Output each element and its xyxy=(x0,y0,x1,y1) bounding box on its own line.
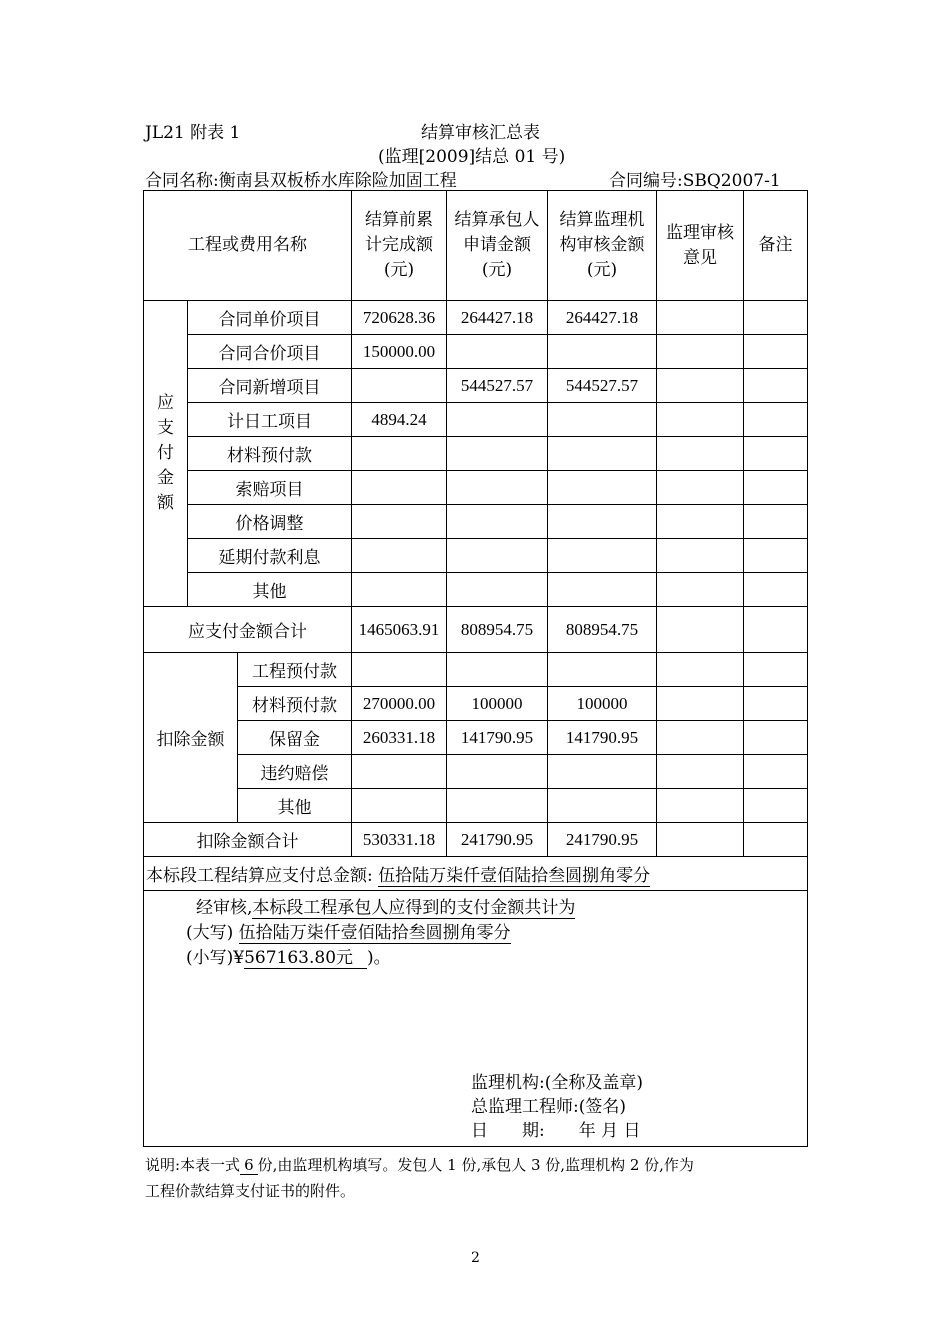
header-remarks: 备注 xyxy=(744,191,808,301)
amount-in-words: 伍拾陆万柒仟壹佰陆拾叁圆捌角零分 xyxy=(238,923,511,943)
cell-cumulative xyxy=(352,471,447,505)
row-name: 材料预付款 xyxy=(238,687,352,721)
cell-request xyxy=(447,471,548,505)
cell-opinion xyxy=(657,687,744,721)
amount-words-prefix: (大写) xyxy=(186,923,234,943)
cell-review xyxy=(548,403,657,437)
footnote-line-1 xyxy=(145,1154,694,1175)
payable-label-char: 支 xyxy=(157,418,174,438)
cell-opinion xyxy=(657,369,744,403)
table-row xyxy=(144,789,808,823)
header-review-line1: 结算监理机 xyxy=(559,210,645,230)
row-name: 合同单价项目 xyxy=(188,301,352,335)
cell-review: 544527.57 xyxy=(548,369,657,403)
row-name: 其他 xyxy=(238,789,352,823)
total-amount-cell xyxy=(144,857,808,891)
cell-review: 808954.75 xyxy=(548,607,657,653)
cell-cumulative xyxy=(352,573,447,607)
total-amount-label: 本标段工程结算应支付总金额: xyxy=(146,865,373,886)
cell-remarks xyxy=(744,505,808,539)
row-name: 材料预付款 xyxy=(188,437,352,471)
payable-group-label xyxy=(144,301,188,607)
cell-request xyxy=(447,403,548,437)
header-request-line1: 结算承包人 xyxy=(454,210,540,230)
cell-request xyxy=(447,755,548,789)
cell-review xyxy=(548,471,657,505)
cell-remarks xyxy=(744,823,808,857)
amount-in-figures: 567163.80元 xyxy=(244,948,367,969)
header-item-name: 工程或费用名称 xyxy=(144,191,352,301)
deduct-group-label: 扣除金额 xyxy=(144,653,238,823)
cell-cumulative xyxy=(352,653,447,687)
page-number: 2 xyxy=(471,1250,480,1266)
cell-review xyxy=(548,335,657,369)
payable-label-char: 付 xyxy=(157,443,174,463)
header-review-line3: (元) xyxy=(586,260,618,280)
signature-date: 日 期: 年 月 日 xyxy=(471,1121,641,1141)
header-cumulative-line3: (元) xyxy=(383,260,415,280)
payable-label-char: 应 xyxy=(157,393,174,413)
cell-request: 544527.57 xyxy=(447,369,548,403)
row-name: 保留金 xyxy=(238,721,352,755)
cell-remarks xyxy=(744,755,808,789)
table-row xyxy=(144,687,808,721)
header-request-line3: (元) xyxy=(481,260,513,280)
cell-opinion xyxy=(657,471,744,505)
cell-review xyxy=(548,505,657,539)
cell-remarks xyxy=(744,335,808,369)
cell-opinion xyxy=(657,335,744,369)
cell-cumulative: 530331.18 xyxy=(352,823,447,857)
cell-cumulative: 4894.24 xyxy=(352,403,447,437)
cell-cumulative xyxy=(352,437,447,471)
table-row xyxy=(144,721,808,755)
review-cell xyxy=(144,891,808,1147)
cell-remarks xyxy=(744,369,808,403)
cell-opinion xyxy=(657,539,744,573)
cell-remarks xyxy=(744,471,808,505)
cell-remarks xyxy=(744,301,808,335)
page-title: 结算审核汇总表 xyxy=(421,123,540,143)
cell-opinion xyxy=(657,403,744,437)
contract-number-label: 合同编号: xyxy=(609,171,683,191)
cell-cumulative: 260331.18 xyxy=(352,721,447,755)
payable-total-row xyxy=(144,607,808,653)
form-code: JL21 附表 1 xyxy=(145,123,241,143)
cell-request xyxy=(447,789,548,823)
cell-cumulative: 720628.36 xyxy=(352,301,447,335)
table-row xyxy=(144,539,808,573)
footnote-copies: 6 xyxy=(240,1157,258,1175)
row-name: 扣除金额合计 xyxy=(144,823,352,857)
row-name: 其他 xyxy=(188,573,352,607)
cell-opinion xyxy=(657,823,744,857)
header-cumulative-line1: 结算前累 xyxy=(365,210,433,230)
cell-review xyxy=(548,437,657,471)
cell-remarks xyxy=(744,573,808,607)
signature-org: 监理机构:(全称及盖章) xyxy=(471,1073,643,1093)
cell-opinion xyxy=(657,607,744,653)
cell-cumulative xyxy=(352,369,447,403)
row-name: 应支付金额合计 xyxy=(144,607,352,653)
contract-name-label: 合同名称: xyxy=(145,171,219,191)
cell-review xyxy=(548,755,657,789)
row-name: 索赔项目 xyxy=(188,471,352,505)
table-row xyxy=(144,301,808,335)
footnote-line-2: 工程价款结算支付证书的附件。 xyxy=(145,1182,356,1200)
signature-engineer: 总监理工程师:(签名) xyxy=(471,1097,626,1117)
cell-cumulative: 1465063.91 xyxy=(352,607,447,653)
total-amount-words: 伍拾陆万柒仟壹佰陆拾叁圆捌角零分 xyxy=(378,865,651,886)
cell-cumulative: 150000.00 xyxy=(352,335,447,369)
cell-opinion xyxy=(657,437,744,471)
row-name: 合同新增项目 xyxy=(188,369,352,403)
total-amount-row xyxy=(144,857,808,891)
cell-remarks xyxy=(744,789,808,823)
row-name: 延期付款利息 xyxy=(188,539,352,573)
cell-cumulative xyxy=(352,789,447,823)
deduct-total-row xyxy=(144,823,808,857)
cell-opinion xyxy=(657,653,744,687)
cell-review: 100000 xyxy=(548,687,657,721)
cell-review xyxy=(548,789,657,823)
cell-review xyxy=(548,573,657,607)
row-name: 计日工项目 xyxy=(188,403,352,437)
row-name: 价格调整 xyxy=(188,505,352,539)
cell-request: 808954.75 xyxy=(447,607,548,653)
cell-remarks xyxy=(744,687,808,721)
cell-review xyxy=(548,653,657,687)
contract-number xyxy=(609,166,781,191)
header-contractor-request xyxy=(447,191,548,301)
header-request-line2: 申请金额 xyxy=(463,235,531,255)
cell-request xyxy=(447,653,548,687)
cell-remarks xyxy=(744,403,808,437)
cell-cumulative xyxy=(352,539,447,573)
settlement-summary-table xyxy=(143,190,808,1147)
cell-remarks xyxy=(744,653,808,687)
review-line-1 xyxy=(196,893,575,919)
cell-opinion xyxy=(657,789,744,823)
amount-figures-prefix: (小写)¥ xyxy=(186,948,245,968)
cell-opinion xyxy=(657,505,744,539)
footnote-text-a: 说明:本表一式 xyxy=(145,1156,241,1174)
contract-name xyxy=(145,166,457,191)
contract-name-value: 衡南县双板桥水库除险加固工程 xyxy=(218,171,457,191)
row-name: 合同合价项目 xyxy=(188,335,352,369)
cell-request: 241790.95 xyxy=(447,823,548,857)
cell-review: 264427.18 xyxy=(548,301,657,335)
table-row xyxy=(144,335,808,369)
cell-request xyxy=(447,437,548,471)
page-subtitle: (监理[2009]结总 01 号) xyxy=(378,147,566,167)
table-row xyxy=(144,437,808,471)
review-row xyxy=(144,891,808,1147)
cell-remarks xyxy=(744,721,808,755)
table-row xyxy=(144,755,808,789)
cell-request xyxy=(447,335,548,369)
header-opinion-line2: 意见 xyxy=(683,247,717,268)
cell-request xyxy=(447,573,548,607)
review-line-2 xyxy=(186,918,511,944)
row-name: 工程预付款 xyxy=(238,653,352,687)
table-row xyxy=(144,505,808,539)
cell-opinion xyxy=(657,721,744,755)
cell-remarks xyxy=(744,607,808,653)
header-review-line2: 构审核金额 xyxy=(559,235,645,255)
contract-number-value: SBQ2007-1 xyxy=(682,171,781,191)
payable-label-char: 额 xyxy=(157,493,174,513)
cell-cumulative xyxy=(352,755,447,789)
table-row xyxy=(144,403,808,437)
footnote-text-b: 份,由监理机构填写。发包人 1 份,承包人 3 份,监理机构 2 份,作为 xyxy=(257,1156,694,1174)
cell-remarks xyxy=(744,437,808,471)
review-prefix: 经审核, xyxy=(196,898,253,918)
header-cumulative xyxy=(352,191,447,301)
cell-opinion xyxy=(657,755,744,789)
cell-review: 241790.95 xyxy=(548,823,657,857)
table-row xyxy=(144,573,808,607)
cell-review xyxy=(548,539,657,573)
row-name: 违约赔偿 xyxy=(238,755,352,789)
cell-remarks xyxy=(744,539,808,573)
review-statement: 本标段工程承包人应得到的支付金额共计为 xyxy=(252,898,576,918)
table-row xyxy=(144,471,808,505)
cell-cumulative xyxy=(352,505,447,539)
amount-figures-suffix: )。 xyxy=(367,948,391,968)
cell-request: 141790.95 xyxy=(447,721,548,755)
header-review-opinion xyxy=(657,191,744,301)
table-row xyxy=(144,369,808,403)
cell-cumulative: 270000.00 xyxy=(352,687,447,721)
cell-request xyxy=(447,505,548,539)
header-cumulative-line2: 计完成额 xyxy=(365,235,433,255)
payable-label-char: 金 xyxy=(157,468,174,488)
cell-request: 264427.18 xyxy=(447,301,548,335)
cell-opinion xyxy=(657,573,744,607)
cell-request: 100000 xyxy=(447,687,548,721)
header-opinion-line1: 监理审核 xyxy=(666,222,734,243)
review-line-3 xyxy=(186,943,391,969)
cell-opinion xyxy=(657,301,744,335)
cell-request xyxy=(447,539,548,573)
table-row xyxy=(144,653,808,687)
header-supervisor-review xyxy=(548,191,657,301)
table-header-row xyxy=(144,191,808,301)
cell-review: 141790.95 xyxy=(548,721,657,755)
